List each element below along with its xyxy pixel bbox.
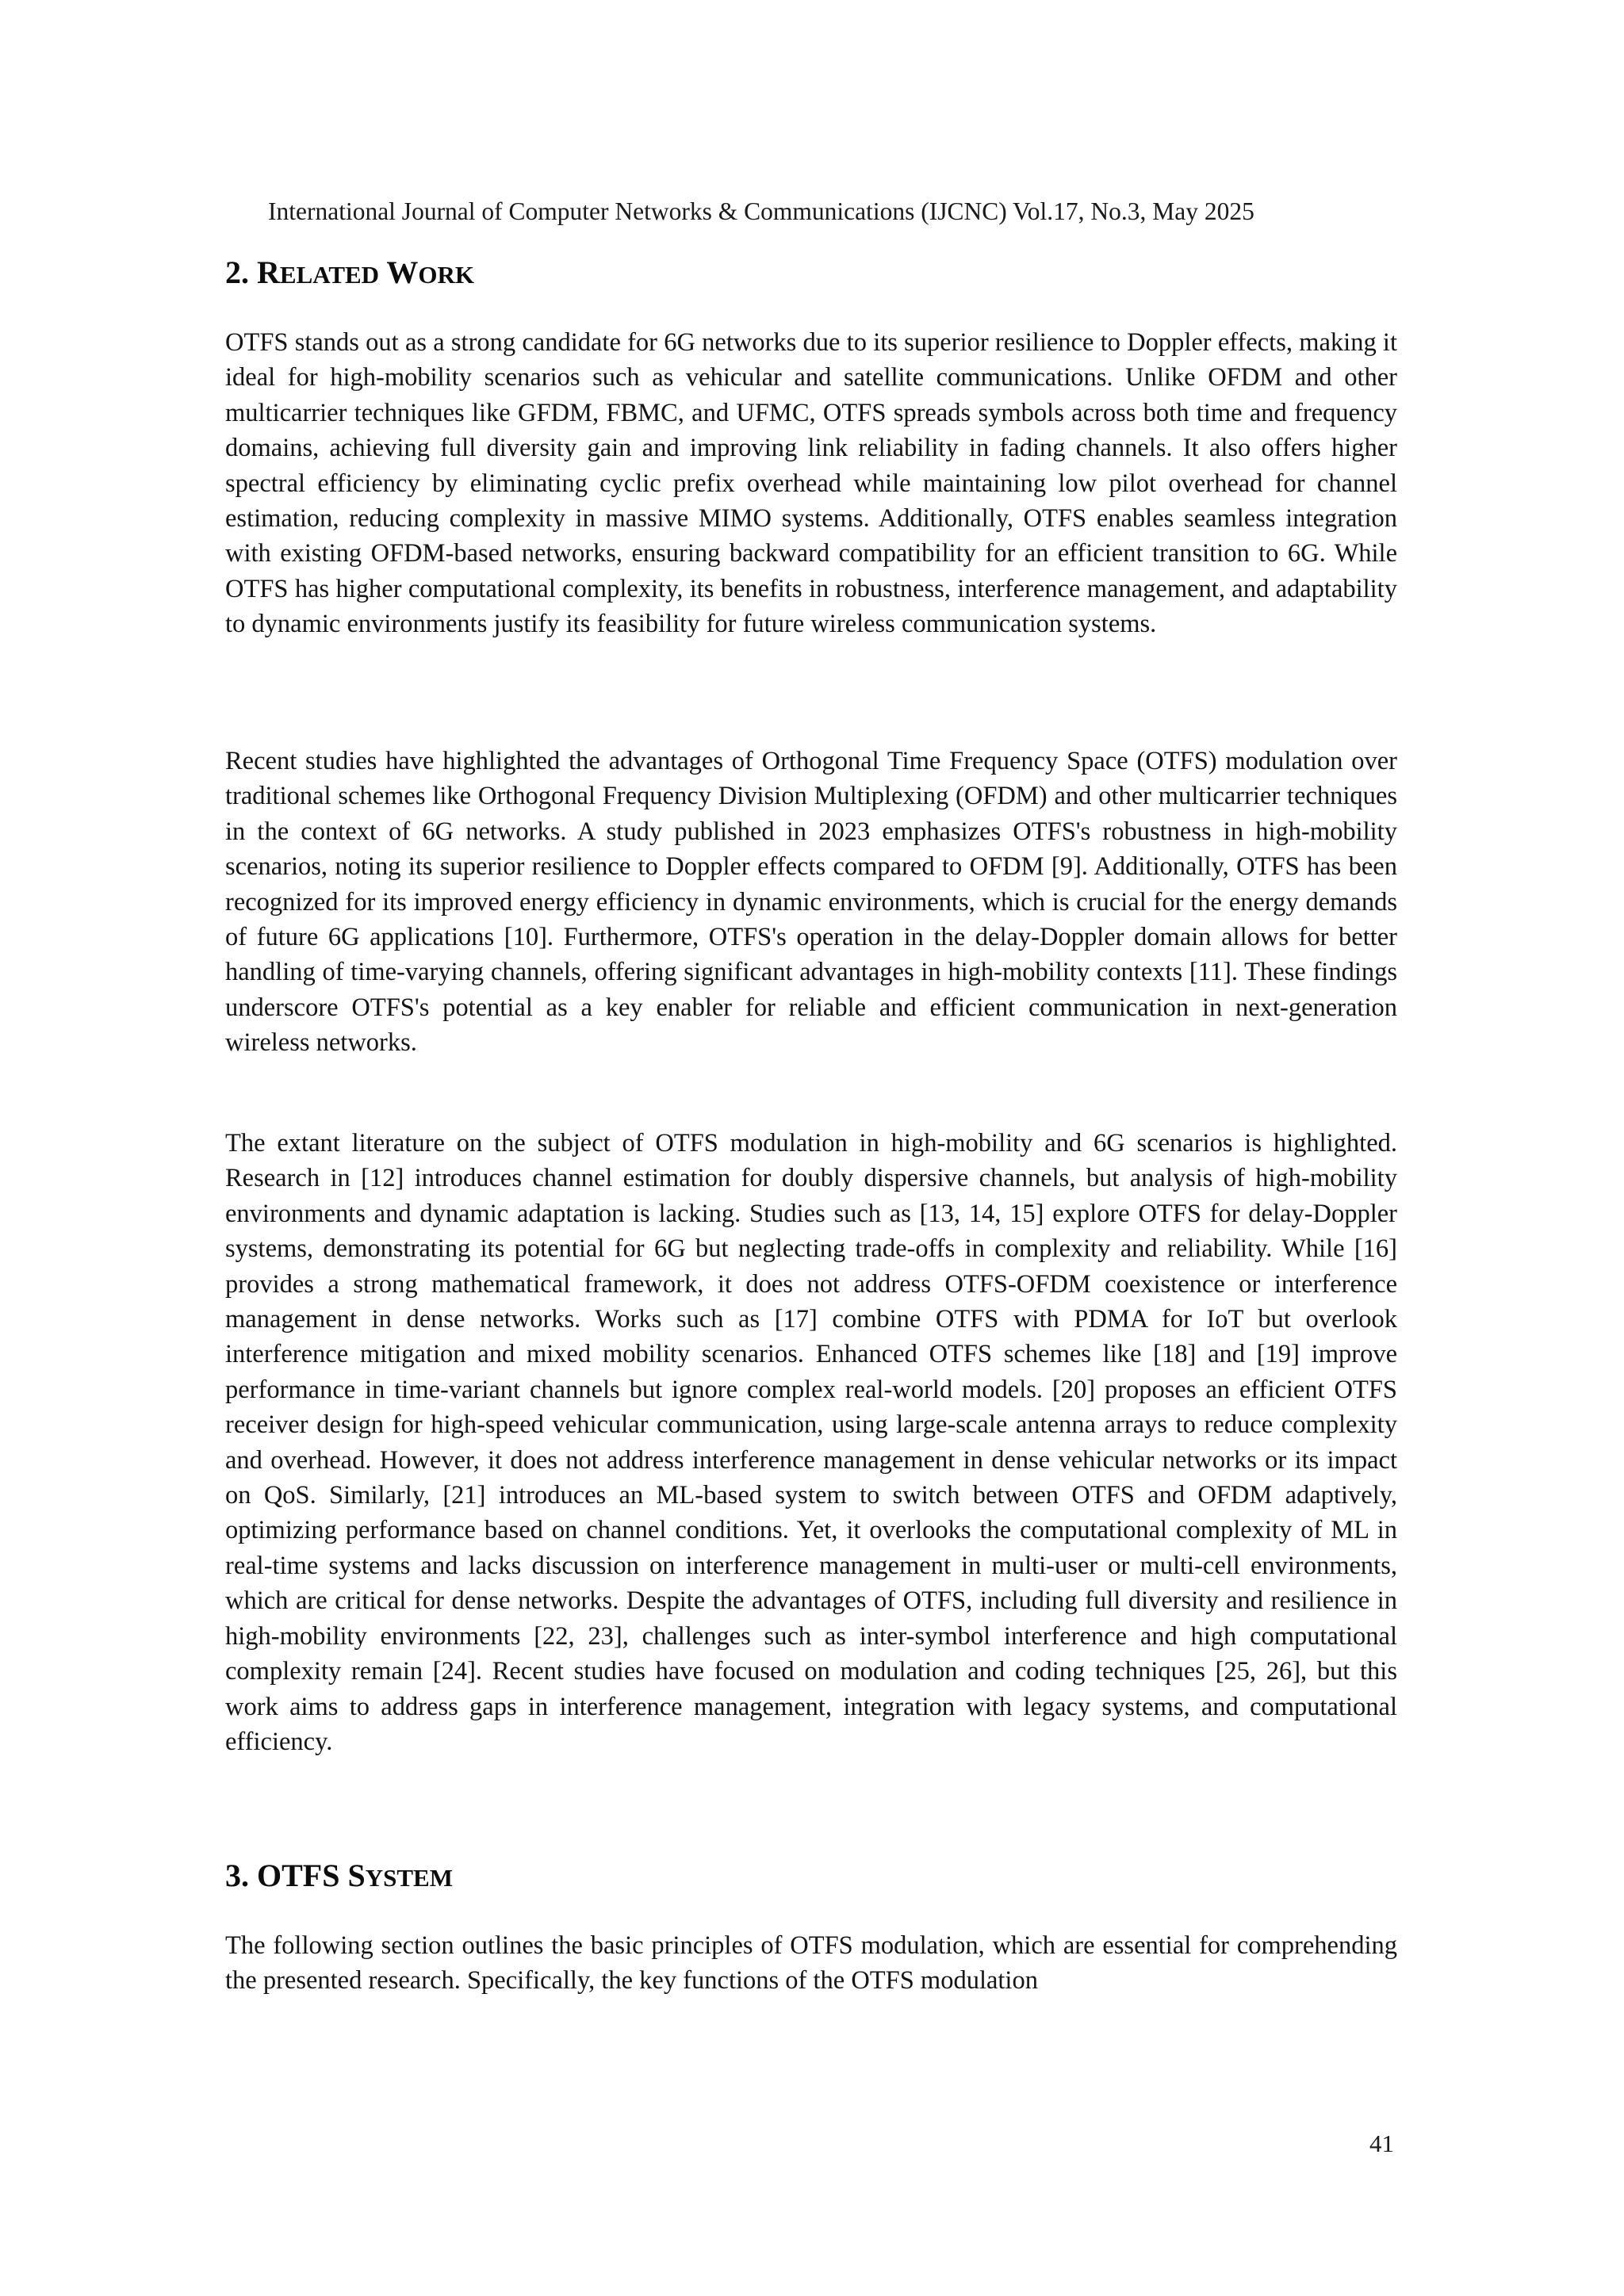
paragraph-2: Recent studies have highlighted the advantages of Orthogonal Time Frequency Space (OTFS) modulation over traditional schemes like Orthogonal Frequency Division Multiplexing (OFDM) and other multicarrier techniques in the context of 6G networks. A study published in 2023 emphasizes OTFS's robustness in high-mobility scenarios, noting its superior resilience to Doppler effects compared to OFDM [9]. Additionally, OTFS has been recognized for its improved energy efficiency in dynamic environments, which is crucial for the energy demands of future 6G applications [10]. Furthermore, OTFS's operation in the delay-Doppler domain allows for better handling of time-varying channels, offering significant advantages in high-mobility contexts [11]. These findings underscore OTFS's potential as a key enabler for reliable and efficient communication in next-generation wireless networks. — [225, 747, 1397, 1058]
paragraph-1: OTFS stands out as a strong candidate for 6G networks due to its superior resilience to Doppler effects, making it ideal for high-mobility scenarios such as vehicular and satellite communications. Unlike OFDM and other multicarrier techniques like GFDM, FBMC, and UFMC, OTFS spreads symbols across both time and frequency domains, achieving full diversity gain and improving link reliability in fading channels. It also offers higher spectral efficiency by eliminating cyclic prefix overhead while maintaining low pilot overhead for channel estimation, reducing complexity in massive MIMO systems. Additionally, OTFS enables seamless integration with existing OFDM-based networks, ensuring backward compatibility for an efficient transition to 6G. While OTFS has higher computational complexity, its benefits in robustness, interference management, and adaptability to dynamic environments justify its feasibility for future wireless communication systems. — [225, 328, 1397, 639]
section-heading-related-work — [225, 252, 474, 296]
section-title-smallcaps: ORK — [418, 261, 474, 289]
section-number: 2. — [225, 254, 249, 290]
section-heading-otfs-system — [225, 1855, 453, 1899]
section-title-initial: R — [257, 254, 280, 290]
section-title-initial: OTFS S — [257, 1858, 366, 1893]
paragraph-3: The extant literature on the subject of OTFS modulation in high-mobility and 6G scenarios is highlighted. Research in [12] introduces channel estimation for doubly dispersive channels, but analysis of high-mobility environments and dynamic adaptation is lacking. Studies such as [13, 14, 15] explore OTFS for delay-Doppler systems, demonstrating its potential for 6G but neglecting trade-offs in complexity and reliability. While [16] provides a strong mathematical framework, it does not address OTFS-OFDM coexistence or interference management in dense networks. Works such as [17] combine OTFS with PDMA for IoT but overlook interference mitigation and mixed mobility scenarios. Enhanced OTFS schemes like [18] and [19] improve performance in time-variant channels but ignore complex real-world models. [20] proposes an efficient OTFS receiver design for high-speed vehicular communication, using large-scale antenna arrays to reduce complexity and overhead. However, it does not address interference management in dense vehicular networks or its impact on QoS. Similarly, [21] introduces an ML-based system to switch between OTFS and OFDM adaptively, optimizing performance based on channel conditions. Yet, it overlooks the computational complexity of ML in real-time systems and lacks discussion on interference management in multi-user or multi-cell environments, which are critical for dense networks. Despite the advantages of OTFS, including full diversity and resilience in high-mobility environments [22, 23], challenges such as inter-symbol interference and high computational complexity remain [24]. Recent studies have focused on modulation and coding techniques [25, 26], but this work aims to address gaps in interference management, integration with legacy systems, and computational efficiency. — [225, 1129, 1397, 1756]
section-title-smallcaps: YSTEM — [365, 1864, 453, 1892]
paragraph-4: The following section outlines the basic principles of OTFS modulation, which are essential for comprehending the presented research. Specifically, the key functions of the OTFS modulation — [225, 1931, 1397, 1996]
page-number: 41 — [1369, 2130, 1394, 2157]
section-title-initial: W — [386, 254, 419, 290]
running-header: International Journal of Computer Networks & Communications (IJCNC) Vol.17, No.3, May 2025 — [268, 197, 1254, 225]
section-number: 3. — [225, 1858, 249, 1893]
section-title-smallcaps: ELATED — [279, 261, 380, 289]
